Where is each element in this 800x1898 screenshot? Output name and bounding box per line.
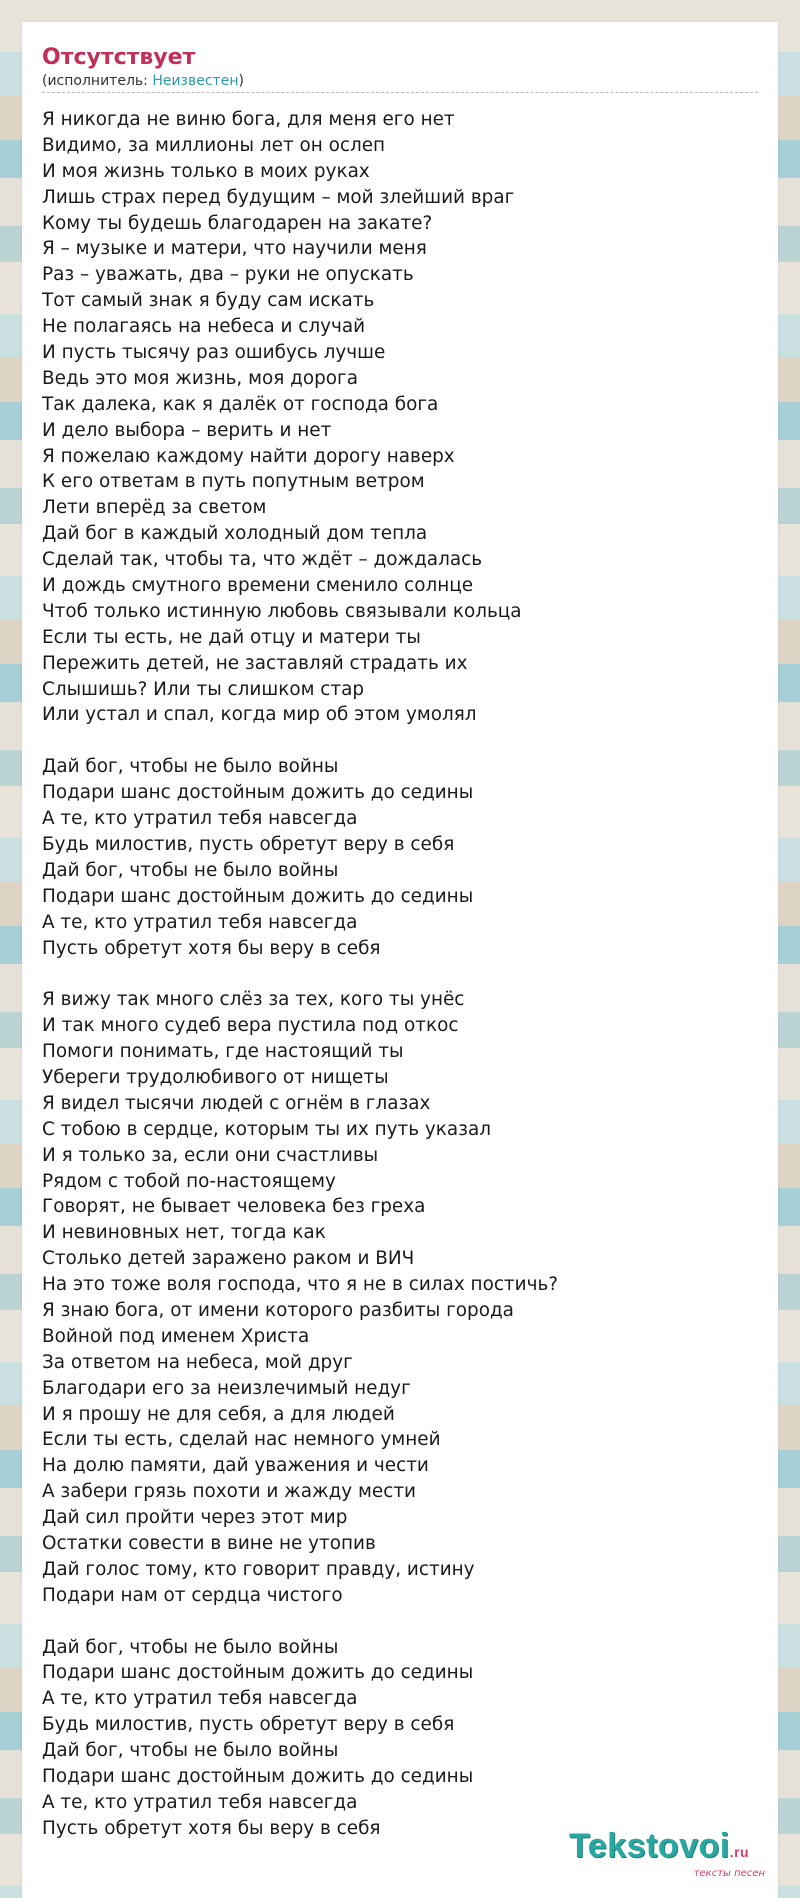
lyric-line: Дай бог, чтобы не было войны xyxy=(42,756,339,778)
lyric-line: Будь милостив, пусть обретут веру в себя xyxy=(42,833,455,855)
lyrics-card xyxy=(22,22,778,1898)
logo-wordmark xyxy=(569,1828,769,1870)
lyric-line: И я прошу не для себя, а для людей xyxy=(42,1403,395,1425)
lyric-line: Раз – уважать, два – руки не опускать xyxy=(42,264,414,286)
lyric-line: Пережить детей, не заставляй страдать их xyxy=(42,652,468,674)
logo-tld: .ru xyxy=(729,1844,750,1860)
lyric-line: К его ответам в путь попутным ветром xyxy=(42,471,425,493)
lyric-line: Я никогда не виню бога, для меня его нет xyxy=(42,109,455,130)
artist-suffix: ) xyxy=(238,73,244,89)
lyric-line: Подари шанс достойным дожить до седины xyxy=(42,1766,474,1787)
logo-tagline: тексты песен xyxy=(693,1868,765,1879)
lyric-line: Я – музыке и матери, что научили меня xyxy=(42,238,427,260)
lyric-line: Дай бог в каждый холодный дом тепла xyxy=(42,523,428,545)
lyric-line: А те, кто утратил тебя навсегда xyxy=(42,1688,358,1710)
lyric-line: Сделай так, чтобы та, что ждёт – дождалась xyxy=(42,549,483,571)
lyric-line: Видимо, за миллионы лет он ослеп xyxy=(42,134,386,156)
lyric-line: Подари шанс достойным дожить до седины xyxy=(42,885,474,907)
lyrics-text xyxy=(42,107,758,1842)
lyric-line: Пусть обретут хотя бы веру в себя xyxy=(42,937,381,959)
lyric-line: Лишь страх перед будущим – мой злейший враг xyxy=(42,186,515,208)
lyric-line: Я видел тысячи людей с огнём в глазах xyxy=(42,1092,431,1114)
site-logo[interactable] xyxy=(569,1827,769,1879)
lyric-line: С тобою в сердце, которым ты их путь указал xyxy=(42,1118,491,1140)
lyric-line: И я только за, если они счастливы xyxy=(42,1144,379,1166)
lyric-line: Я знаю бога, от имени которого разбиты города xyxy=(42,1299,514,1321)
lyric-line: На долю памяти, дай уважения и чести xyxy=(42,1455,429,1477)
lyric-line: И дело выбора – верить и нет xyxy=(42,419,332,441)
lyric-line: Слышишь? Или ты слишком стар xyxy=(42,678,365,700)
lyric-line: Если ты есть, не дай отцу и матери ты xyxy=(42,626,421,648)
stanza-gap xyxy=(42,728,758,754)
song-artist-line xyxy=(42,72,758,93)
lyric-line: Помоги понимать, где настоящий ты xyxy=(42,1041,404,1063)
lyric-line: Войной под именем Христа xyxy=(42,1325,310,1347)
lyric-line: А те, кто утратил тебя навсегда xyxy=(42,911,358,933)
lyric-line: А забери грязь похоти и жажду мести xyxy=(42,1481,416,1503)
lyric-line: Так далека, как я далёк от господа бога xyxy=(42,393,439,415)
lyric-line: Чтоб только истинную любовь связывали кольца xyxy=(42,600,522,622)
artist-link[interactable]: Неизвестен xyxy=(152,73,239,89)
lyric-line: Дай сил пройти через этот мир xyxy=(42,1507,348,1529)
lyric-line: Если ты есть, сделай нас немного умней xyxy=(42,1429,441,1451)
lyric-line: Будь милостив, пусть обретут веру в себя xyxy=(42,1714,455,1736)
lyric-line: Остатки совести в вине не утопив xyxy=(42,1532,376,1554)
artist-prefix: (исполнитель: xyxy=(42,73,153,89)
lyric-line: Пусть обретут хотя бы веру в себя xyxy=(42,1817,381,1839)
lyric-line: Или устал и спал, когда мир об этом умолял xyxy=(42,704,477,726)
lyric-line: Убереги трудолюбивого от нищеты xyxy=(42,1066,389,1088)
stanza-gap xyxy=(42,1609,758,1635)
lyric-line: Не полагаясь на небеса и случай xyxy=(42,316,366,338)
lyric-line: Дай голос тому, кто говорит правду, истину xyxy=(42,1558,475,1580)
lyric-line: Подари шанс достойным дожить до седины xyxy=(42,782,474,804)
stanza-gap xyxy=(42,961,758,987)
lyric-line: Дай бог, чтобы не было войны xyxy=(42,1740,339,1762)
lyric-line: Благодари его за неизлечимый недуг xyxy=(42,1377,411,1399)
lyric-line: И дождь смутного времени сменило солнце xyxy=(42,575,474,597)
lyric-line: Рядом с тобой по-настоящему xyxy=(42,1170,336,1192)
logo-name: Tekstovoi xyxy=(569,1827,730,1865)
lyric-line: Ведь это моя жизнь, моя дорога xyxy=(42,367,358,389)
lyric-line: На это тоже воля господа, что я не в силах постичь? xyxy=(42,1274,559,1296)
lyric-line: И невиновных нет, тогда как xyxy=(42,1222,326,1244)
lyric-line: Я пожелаю каждому найти дорогу наверх xyxy=(42,445,455,467)
lyric-line: Дай бог, чтобы не было войны xyxy=(42,1636,339,1658)
lyric-line: Подари нам от сердца чистого xyxy=(42,1584,343,1606)
lyric-line: А те, кто утратил тебя навсегда xyxy=(42,808,358,830)
lyric-line: И так много судеб вера пустила под откос xyxy=(42,1015,459,1037)
lyric-line: Тот самый знак я буду сам искать xyxy=(42,290,375,312)
lyric-line: Дай бог, чтобы не было войны xyxy=(42,859,339,881)
lyric-line: И моя жизнь только в моих руках xyxy=(42,160,370,182)
lyric-line: Кому ты будешь благодарен на закате? xyxy=(42,212,433,234)
lyric-line: А те, кто утратил тебя навсегда xyxy=(42,1791,358,1813)
lyric-line: За ответом на небеса, мой друг xyxy=(42,1351,353,1373)
song-title: Отсутствует xyxy=(42,45,196,70)
lyric-line: Столько детей заражено раком и ВИЧ xyxy=(42,1248,415,1270)
lyric-line: Лети вперёд за светом xyxy=(42,497,267,519)
lyric-line: Говорят, не бывает человека без греха xyxy=(42,1196,426,1218)
lyric-line: Я вижу так много слёз за тех, кого ты унёс xyxy=(42,989,465,1011)
lyric-line: И пусть тысячу раз ошибусь лучше xyxy=(42,342,386,364)
lyric-line: Подари шанс достойным дожить до седины xyxy=(42,1662,474,1684)
